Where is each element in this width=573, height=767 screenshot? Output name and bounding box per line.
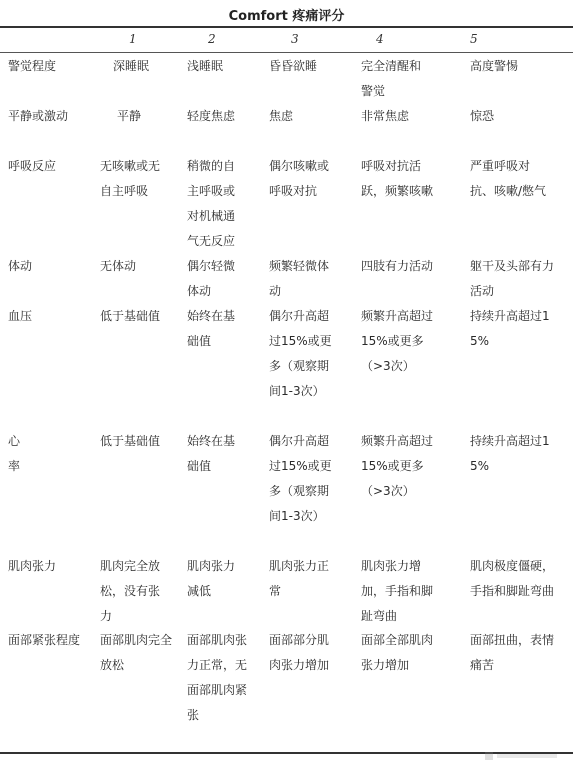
table-cell: 无咳嗽或无自主呼吸 [100, 159, 161, 198]
header-score-5: 5 [470, 32, 478, 46]
table-cell: 四肢有力活动 [361, 259, 434, 273]
table-cell: 非常焦虑 [361, 109, 410, 123]
table-cell: 始终在基础值 [187, 434, 236, 473]
table-cell: 惊恐 [470, 109, 495, 123]
table-cell: 肌肉极度僵硬，手指和脚趾弯曲 [470, 559, 555, 598]
table-cell: 偶尔咳嗽或呼吸对抗 [269, 159, 330, 198]
table-cell: 面部肌肉完全放松 [100, 633, 173, 672]
table-cell: 昏昏欲睡 [269, 59, 318, 73]
row-label-calmness: 平静或激动 [8, 109, 69, 123]
table-cell: 高度警惕 [470, 59, 519, 73]
table-cell: 平静 [117, 109, 142, 123]
table-cell: 严重呼吸对抗、咳嗽/憋气 [470, 159, 547, 198]
table-cell: 躯干及头部有力活动 [470, 259, 555, 298]
table-cell: 完全清醒和警觉 [361, 59, 422, 98]
table-cell: 频繁轻微体动 [269, 259, 330, 298]
table-cell: 面部扭曲，表情痛苦 [470, 633, 555, 672]
table-cell: 面部部分肌肉张力增加 [269, 633, 330, 672]
table-cell: 浅睡眠 [187, 59, 224, 73]
table-cell: 持续升高超过15% [470, 309, 550, 348]
table-cell: 焦虑 [269, 109, 294, 123]
header-score-1: 1 [129, 32, 137, 46]
row-label-movement: 体动 [8, 259, 33, 273]
table-cell: 肌肉张力增加，手指和脚趾弯曲 [361, 559, 434, 623]
table-cell: 偶尔升高超过15%或更多（观察期间1-3次） [269, 434, 332, 523]
table-cell: 低于基础值 [100, 434, 161, 448]
table-cell: 深睡眠 [113, 59, 150, 73]
table-cell: 无体动 [100, 259, 137, 273]
table-cell: 稍微的自主呼吸或对机械通气无反应 [187, 159, 236, 248]
table-cell: 持续升高超过15% [470, 434, 550, 473]
header-score-4: 4 [376, 32, 384, 46]
row-label-respiratory: 呼吸反应 [8, 159, 57, 173]
row-label-heart-rate: 心率 [8, 434, 21, 473]
row-label-muscle-tone: 肌肉张力 [8, 559, 57, 573]
table-cell: 始终在基础值 [187, 309, 236, 348]
table-cell: 肌肉张力正常 [269, 559, 330, 598]
row-label-blood-pressure: 血压 [8, 309, 33, 323]
table-cell: 频繁升高超过15%或更多（>3次） [361, 434, 434, 498]
header-score-3: 3 [291, 32, 299, 46]
header-divider [0, 52, 573, 53]
table-cell: 面部全部肌肉张力增加 [361, 633, 434, 672]
row-label-alertness: 警觉程度 [8, 59, 57, 73]
table-cell: 呼吸对抗活跃，频繁咳嗽 [361, 159, 434, 198]
table-cell: 频繁升高超过15%或更多（>3次） [361, 309, 434, 373]
header-score-2: 2 [208, 32, 216, 46]
top-border [0, 26, 573, 28]
table-cell: 轻度焦虑 [187, 109, 236, 123]
table-cell: 面部肌肉张力正常，无面部肌肉紧张 [187, 633, 248, 722]
table-title: Comfort 疼痛评分 [228, 9, 345, 24]
table-cell: 肌肉张力减低 [187, 559, 236, 598]
watermark-logo [483, 749, 563, 763]
row-label-facial-tension: 面部紧张程度 [8, 633, 81, 647]
table-cell: 偶尔轻微体动 [187, 259, 236, 298]
table-cell: 偶尔升高超过15%或更多（观察期间1-3次） [269, 309, 332, 398]
table-cell: 肌肉完全放松，没有张力 [100, 559, 161, 623]
table-cell: 低于基础值 [100, 309, 161, 323]
